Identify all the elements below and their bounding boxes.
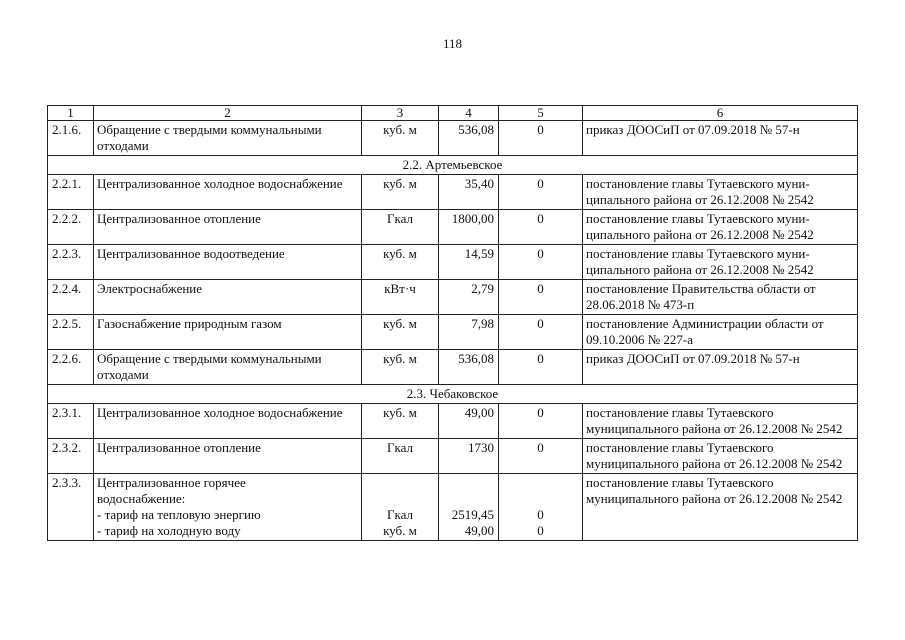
item-number: 2.3.3. bbox=[48, 474, 94, 541]
item-number: 2.2.2. bbox=[48, 210, 94, 245]
page-number: 118 bbox=[442, 36, 463, 51]
service-name: Централизованное холодное водоснабжение bbox=[94, 404, 362, 439]
section-title: 2.3. Чебаковское bbox=[48, 385, 858, 404]
service-name: Обращение с твердыми коммунальными отходами bbox=[94, 121, 362, 156]
column-header: 1 bbox=[48, 106, 94, 121]
sub-tariff-name: - тариф на тепловую энергию bbox=[97, 507, 261, 522]
item-number: 2.3.2. bbox=[48, 439, 94, 474]
column-header: 2 bbox=[94, 106, 362, 121]
table-row bbox=[48, 474, 858, 541]
service-name: Централизованное водоотведение bbox=[94, 245, 362, 280]
legal-basis: приказ ДООСиП от 07.09.2018 № 57-н bbox=[583, 121, 858, 156]
growth-value: 0 bbox=[499, 404, 583, 439]
unit-cell: куб. м bbox=[362, 350, 439, 385]
unit-cell: куб. м bbox=[362, 121, 439, 156]
growth-value bbox=[499, 474, 583, 541]
tariff-value: 536,08 bbox=[439, 121, 499, 156]
table-row bbox=[48, 350, 858, 385]
sub-growth: 0 bbox=[537, 523, 544, 538]
sub-tariff-name: - тариф на холодную воду bbox=[97, 523, 241, 538]
column-number-row bbox=[48, 106, 858, 121]
service-name-line: Централизованное горячее bbox=[97, 475, 246, 490]
item-number: 2.2.4. bbox=[48, 280, 94, 315]
growth-value: 0 bbox=[499, 439, 583, 474]
legal-basis: постановление главы Тутаевского муниципального района от 26.12.2008 № 2542 bbox=[583, 474, 858, 541]
item-number: 2.2.6. bbox=[48, 350, 94, 385]
legal-basis: постановление главы Тутаевского муни-ципального района от 26.12.2008 № 2542 bbox=[583, 245, 858, 280]
legal-basis: постановление главы Тутаевского муни-ципального района от 26.12.2008 № 2542 bbox=[583, 175, 858, 210]
table-row bbox=[48, 121, 858, 156]
table-row bbox=[48, 315, 858, 350]
growth-value: 0 bbox=[499, 245, 583, 280]
unit-cell: куб. м bbox=[362, 245, 439, 280]
service-name bbox=[94, 474, 362, 541]
sub-unit: куб. м bbox=[383, 523, 417, 538]
sub-value: 49,00 bbox=[464, 523, 494, 538]
service-name: Обращение с твердыми коммунальными отходами bbox=[94, 350, 362, 385]
tariff-value bbox=[439, 474, 499, 541]
growth-value: 0 bbox=[499, 121, 583, 156]
unit-cell: куб. м bbox=[362, 175, 439, 210]
item-number: 2.3.1. bbox=[48, 404, 94, 439]
unit-cell: Гкал bbox=[362, 210, 439, 245]
legal-basis: постановление Правительства области от 28.06.2018 № 473-п bbox=[583, 280, 858, 315]
table-row bbox=[48, 175, 858, 210]
column-header: 4 bbox=[439, 106, 499, 121]
column-header: 6 bbox=[583, 106, 858, 121]
item-number: 2.2.3. bbox=[48, 245, 94, 280]
growth-value: 0 bbox=[499, 210, 583, 245]
column-header: 3 bbox=[362, 106, 439, 121]
growth-value: 0 bbox=[499, 315, 583, 350]
legal-basis: постановление главы Тутаевского муни-ципального района от 26.12.2008 № 2542 bbox=[583, 210, 858, 245]
service-name-line: водоснабжение: bbox=[97, 491, 186, 506]
service-name: Газоснабжение природным газом bbox=[94, 315, 362, 350]
section-title: 2.2. Артемьевское bbox=[48, 156, 858, 175]
tariff-value: 7,98 bbox=[439, 315, 499, 350]
legal-basis: постановление главы Тутаевского муниципального района от 26.12.2008 № 2542 bbox=[583, 404, 858, 439]
service-name: Централизованное отопление bbox=[94, 210, 362, 245]
unit-cell: кВт·ч bbox=[362, 280, 439, 315]
table-row bbox=[48, 210, 858, 245]
unit-cell: куб. м bbox=[362, 315, 439, 350]
sub-value: 2519,45 bbox=[451, 507, 494, 522]
growth-value: 0 bbox=[499, 175, 583, 210]
unit-cell bbox=[362, 474, 439, 541]
service-name: Электроснабжение bbox=[94, 280, 362, 315]
table-row bbox=[48, 439, 858, 474]
tariff-value: 14,59 bbox=[439, 245, 499, 280]
item-number: 2.2.1. bbox=[48, 175, 94, 210]
unit-cell: Гкал bbox=[362, 439, 439, 474]
item-number: 2.2.5. bbox=[48, 315, 94, 350]
legal-basis: постановление главы Тутаевского муниципального района от 26.12.2008 № 2542 bbox=[583, 439, 858, 474]
section-row bbox=[48, 385, 858, 404]
table-row bbox=[48, 404, 858, 439]
item-number: 2.1.6. bbox=[48, 121, 94, 156]
table-row bbox=[48, 245, 858, 280]
growth-value: 0 bbox=[499, 350, 583, 385]
tariff-value: 1800,00 bbox=[439, 210, 499, 245]
tariff-value: 35,40 bbox=[439, 175, 499, 210]
tariff-value: 536,08 bbox=[439, 350, 499, 385]
tariff-value: 2,79 bbox=[439, 280, 499, 315]
sub-growth: 0 bbox=[537, 507, 544, 522]
column-header: 5 bbox=[499, 106, 583, 121]
sub-unit: Гкал bbox=[386, 507, 413, 522]
unit-cell: куб. м bbox=[362, 404, 439, 439]
table-row bbox=[48, 280, 858, 315]
growth-value: 0 bbox=[499, 280, 583, 315]
service-name: Централизованное холодное водоснабжение bbox=[94, 175, 362, 210]
tariff-value: 1730 bbox=[439, 439, 499, 474]
tariff-value: 49,00 bbox=[439, 404, 499, 439]
legal-basis: постановление Администрации области от 09.10.2006 № 227-а bbox=[583, 315, 858, 350]
tariff-table bbox=[47, 105, 858, 541]
service-name: Централизованное отопление bbox=[94, 439, 362, 474]
section-row bbox=[48, 156, 858, 175]
legal-basis: приказ ДООСиП от 07.09.2018 № 57-н bbox=[583, 350, 858, 385]
